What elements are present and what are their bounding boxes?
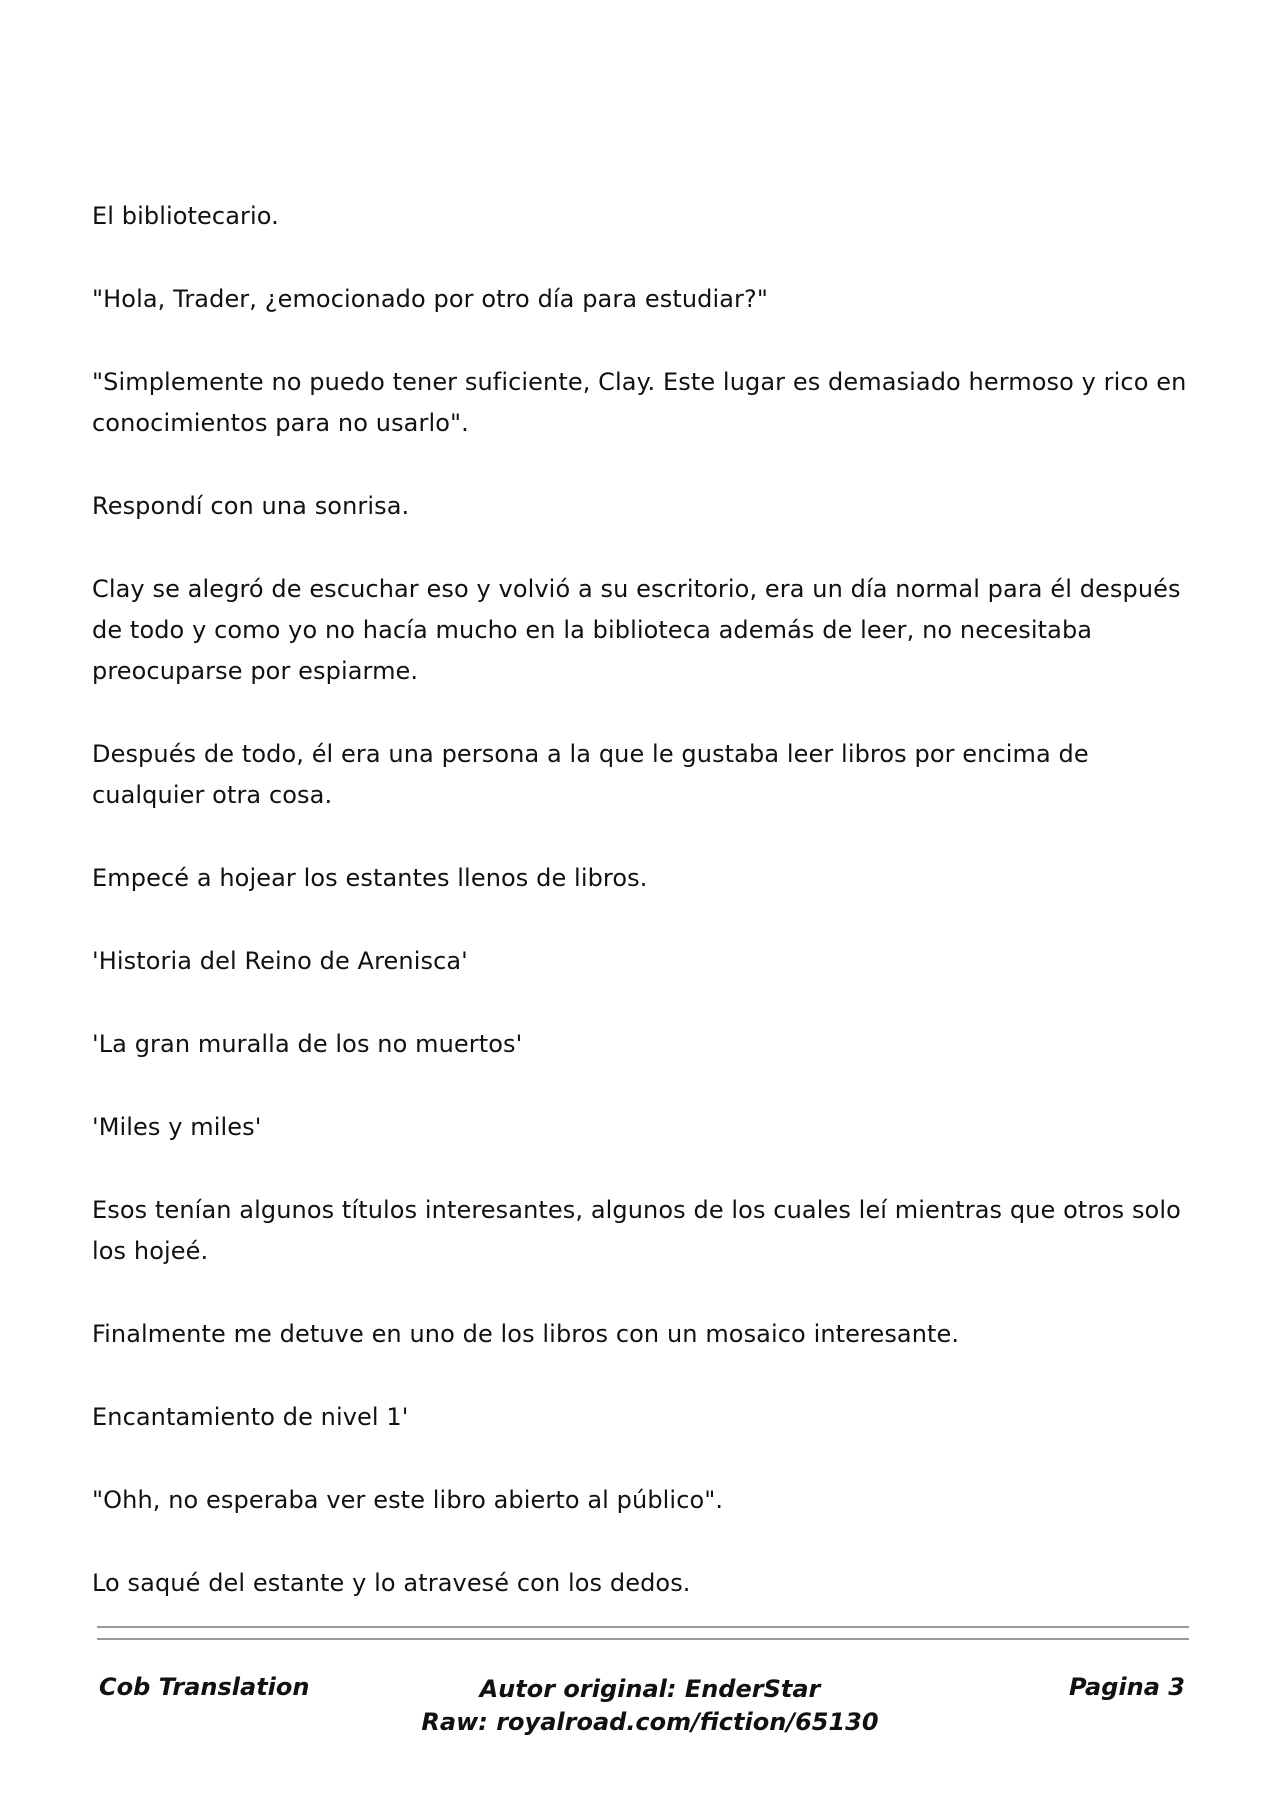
paragraph: Finalmente me detuve en uno de los libros con un mosaico interesante. [92,1320,960,1348]
paragraph: "Ohh, no esperaba ver este libro abierto al público". [92,1486,724,1514]
paragraph: Empecé a hojear los estantes llenos de libros. [92,864,648,892]
paragraph: Después de todo, él era una persona a la que le gustaba leer libros por encima de cualquier otra cosa. [92,740,1089,809]
footer-translator: Cob Translation [99,1673,310,1701]
footer-original-author: Autor original: EnderStar [479,1675,821,1703]
paragraph: 'Historia del Reino de Arenisca' [92,947,468,975]
paragraph: Respondí con una sonrisa. [92,492,410,520]
footer-divider-top [97,1626,1189,1628]
footer-credits [390,1673,910,1739]
paragraph: "Hola, Trader, ¿emocionado por otro día para estudiar?" [92,285,768,313]
footer-page-number: Pagina 3 [1069,1673,1185,1701]
body-text [92,196,1202,1646]
paragraph: Lo saqué del estante y lo atravesé con los dedos. [92,1569,691,1597]
paragraph: El bibliotecario. [92,202,279,230]
paragraph: Clay se alegró de escuchar eso y volvió a su escritorio, era un día normal para él después de todo y como yo no hacía mucho en la biblioteca además de leer, no necesitaba preocuparse por espiarme. [92,575,1181,685]
paragraph: 'La gran muralla de los no muertos' [92,1030,523,1058]
footer-raw-source: Raw: royalroad.com/fiction/65130 [421,1708,879,1736]
paragraph: Esos tenían algunos títulos interesantes, algunos de los cuales leí mientras que otros solo los hojeé. [92,1196,1181,1265]
paragraph: "Simplemente no puedo tener suficiente, Clay. Este lugar es demasiado hermoso y rico en conocimientos para no usarlo". [92,368,1187,437]
footer-divider-bottom [97,1638,1189,1640]
paragraph: 'Miles y miles' [92,1113,262,1141]
paragraph: Encantamiento de nivel 1' [92,1403,409,1431]
